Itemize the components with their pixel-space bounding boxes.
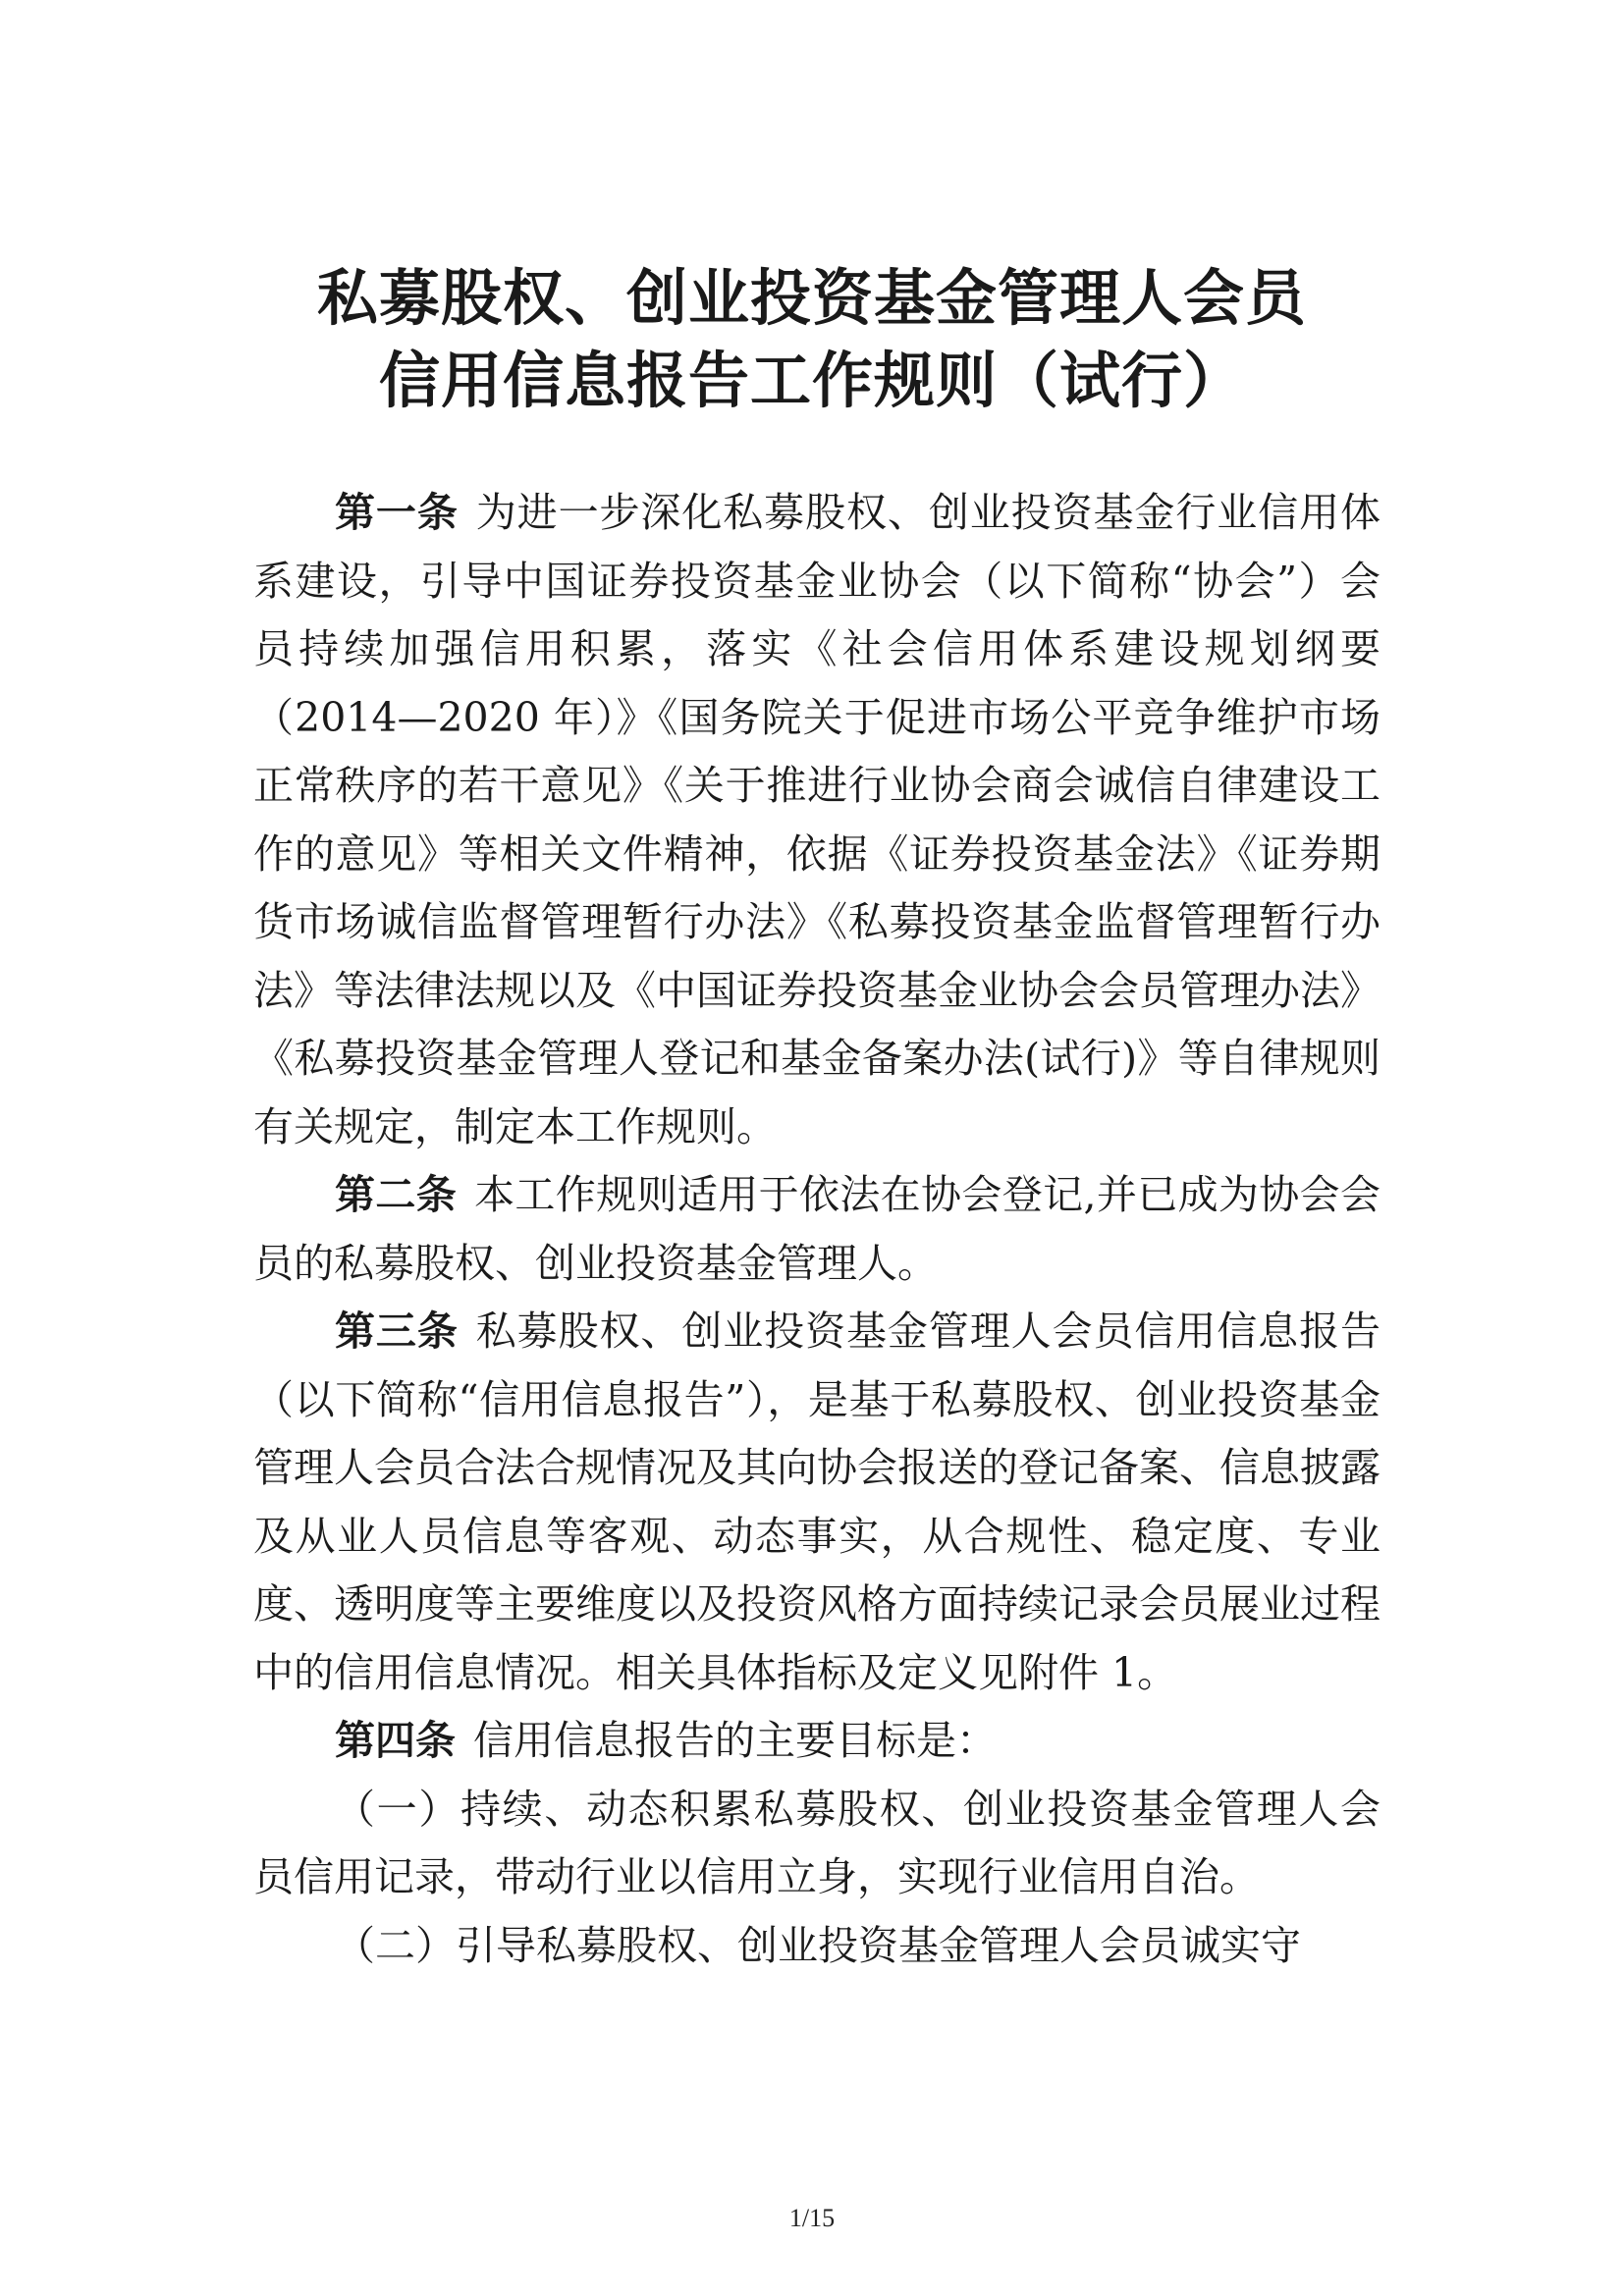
document-body xyxy=(253,479,1380,1980)
article-1 xyxy=(253,479,1380,1161)
article-2 xyxy=(253,1161,1380,1298)
article-4 xyxy=(253,1707,1380,1776)
article-number: 第二条 xyxy=(335,1171,458,1218)
title-line-2: 信用信息报告工作规则（试行） xyxy=(378,345,1245,416)
article-text: 为进一步深化私募股权、创业投资基金行业信用体系建设，引导中国证券投资基金业协会（以下简称“协会”）会员持续加强信用积累，落实《社会信用体系建设规划纲要（2014—2020 年）》《国务院关于促进市场公平竞争维护市场正常秩序的若干意见》《关于推进行业协会商会诚信自律建设工作的意见》等相关文件精神，依据《证券投资基金法》《证券期货市场诚信监督管理暂行办法》《私募投资基金监督管理暂行办法》等法律法规以及《中国证券投资基金业协会会员管理办法》《私募投资基金管理人登记和基金备案办法(试行)》等自律规则有关规定，制定本工作规则。 xyxy=(253,489,1380,1150)
article-number: 第一条 xyxy=(335,489,459,536)
article-number: 第四条 xyxy=(335,1717,456,1764)
list-item: （二）引导私募股权、创业投资基金管理人会员诚实守 xyxy=(335,1921,1301,1969)
title-line-1: 私募股权、创业投资基金管理人会员 xyxy=(316,262,1307,334)
list-item: （一）持续、动态积累私募股权、创业投资基金管理人会员信用记录，带动行业以信用立身，实现行业信用自治。 xyxy=(253,1785,1380,1900)
article-text: 私募股权、创业投资基金管理人会员信用信息报告（以下简称“信用信息报告”），是基于私募股权、创业投资基金管理人会员合法合规情况及其向协会报送的登记备案、信息披露及从业人员信息等客观、动态事实，从合规性、稳定度、专业度、透明度等主要维度以及投资风格方面持续记录会员展业过程中的信用信息情况。相关具体指标及定义见附件 1。 xyxy=(253,1308,1380,1696)
page-number: 1/15 xyxy=(788,2204,836,2232)
article-3 xyxy=(253,1298,1380,1707)
article-text: 本工作规则适用于依法在协会登记,并已成为协会会员的私募股权、创业投资基金管理人。 xyxy=(253,1171,1381,1287)
article-text: 信用信息报告的主要目标是： xyxy=(473,1717,997,1764)
document-title xyxy=(196,257,1428,422)
article-number: 第三条 xyxy=(335,1308,459,1355)
